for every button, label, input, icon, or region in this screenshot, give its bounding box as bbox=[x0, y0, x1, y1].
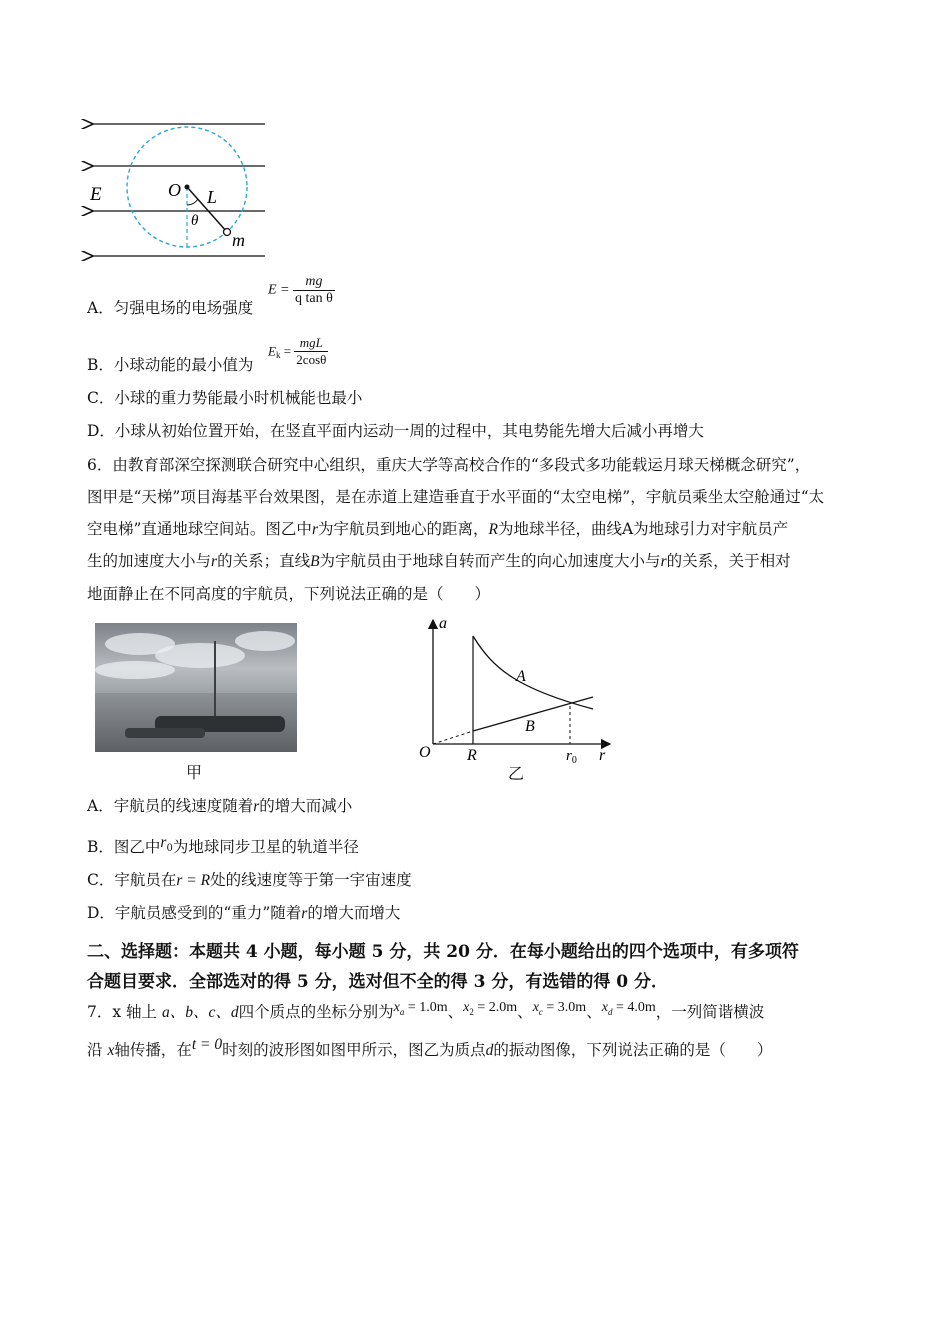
q5-option-d: D．小球从初始位置开始，在竖直平面内运动一周的过程中，其电势能先增大后减小再增大 bbox=[87, 422, 704, 440]
q5-option-b-text: B．小球动能的最小值为 bbox=[87, 356, 254, 374]
q5-option-a-formula: E = $\frac{mg}{\text{q tan θ}}$ bbox=[268, 274, 333, 306]
q5-option-c: C．小球的重力势能最小时机械能也最小 bbox=[87, 389, 363, 407]
q6-option-c: C．宇航员在r = R处的线速度等于第一宇宙速度 bbox=[87, 871, 412, 889]
q6-option-b: B．图乙中$r_0$为地球同步卫星的轨道半径 bbox=[87, 834, 359, 856]
section2-heading-line1: 二、选择题：本题共 4 小题，每小题 5 分，共 20 分．在每小题给出的四个选项中，有多项符 bbox=[87, 942, 799, 962]
space-elevator-photo bbox=[95, 623, 297, 752]
label-E: E bbox=[90, 184, 102, 205]
q6-stem-line2: 图甲是“天梯”项目海基平台效果图，是在赤道上建造垂直于水平面的“太空电梯”，宇航员乘坐太空舱通过“太 bbox=[87, 488, 825, 506]
q5-option-a-text: A．匀强电场的电场强度 bbox=[87, 299, 254, 317]
fig-jia-label: 甲 bbox=[186, 763, 203, 782]
r0-label: $r_0$ bbox=[566, 748, 577, 766]
label-m: m bbox=[232, 230, 245, 250]
ball-m bbox=[224, 229, 231, 236]
q6-stem-line1: 6．由教育部深空探测联合研究中心组织，重庆大学等高校合作的“多段式多功能载运月球天梯概念研究”， bbox=[87, 456, 811, 474]
label-O: O bbox=[168, 180, 181, 200]
curve-A-label: A bbox=[516, 668, 526, 685]
theta-arc bbox=[187, 199, 198, 205]
R-label: R bbox=[467, 747, 477, 764]
label-theta: θ bbox=[191, 213, 199, 229]
q6-option-a: A．宇航员的线速度随着r的增大而减小 bbox=[87, 797, 353, 815]
q5-option-a bbox=[87, 298, 253, 318]
fig-yi-label: 乙 bbox=[508, 764, 525, 783]
q7-stem-line1: 7．x 轴上 a、b、c、d四个质点的坐标分别为$x_a = 1.0m$、$x_2 = 2.0m$、$x_c = 3.0m$、$x_d = 4.0m$，一列简谐横波 bbox=[87, 1000, 765, 1021]
line-B-label: B bbox=[525, 718, 535, 735]
axis-a-label: a bbox=[439, 615, 447, 632]
section2-heading-line2: 合题目要求．全部选对的得 5 分，选对但不全的得 3 分，有选错的得 0 分． bbox=[87, 972, 668, 992]
origin-label: O bbox=[419, 744, 431, 761]
q5-option-b bbox=[87, 355, 253, 375]
curve-A bbox=[473, 636, 593, 709]
q6-stem-line5: 地面静止在不同高度的宇航员，下列说法正确的是（ ） bbox=[87, 585, 491, 603]
q5-option-b-formula: $E_k$ = $\frac{\text{mgL}}{2\cos\theta}$ bbox=[268, 335, 327, 367]
line-B-dashed bbox=[433, 731, 473, 744]
q7-stem-line2: 沿 x轴传播，在t = 0时刻的波形图如图甲所示，图乙为质点d的振动图像，下列说法正确的是（ ） bbox=[87, 1036, 773, 1059]
label-L: L bbox=[207, 187, 218, 207]
acceleration-graph bbox=[413, 614, 618, 774]
q6-stem-line3: 空电梯”直通地球空间站。图乙中r为宇航员到地心的距离，R为地球半径，曲线A为地球引力对宇航员产 bbox=[87, 520, 789, 538]
q6-stem-line4: 生的加速度大小与r的关系；直线B为宇航员由于地球自转而产生的向心加速度大小与r的关系，关于相对 bbox=[87, 552, 791, 570]
pivot-point bbox=[185, 185, 190, 190]
r-axis-label: r bbox=[599, 747, 606, 764]
field-circle-figure bbox=[80, 110, 280, 270]
q6-option-d: D．宇航员感受到的“重力”随着r的增大而增大 bbox=[87, 904, 401, 922]
